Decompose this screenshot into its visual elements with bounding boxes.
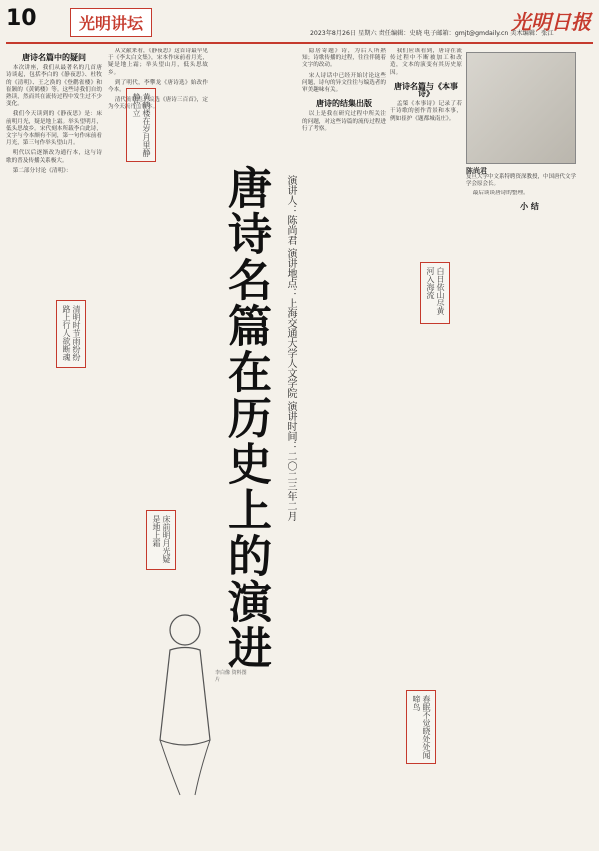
col4-heading: 唐诗名篇与《本事诗》 — [394, 80, 458, 99]
portrait-desc: 复旦大学中文系特聘资深教授，中国唐代文学学会原会长。 — [466, 174, 577, 187]
col3-para: 宋人诗话中已经开始讨论这些问题，诗句的异文往往与编选者的审美趣味有关。 — [302, 72, 386, 94]
editor-meta-line: 2023年8月26日 星期六 责任编辑：史晓 电子邮箱：gmjt@gmdaily.cn 美术编辑：张江 — [310, 30, 554, 37]
col4-para: 我们应该看到，唐诗在流传过程中不断被加工和改造，文本的演变有其历史原因。 — [390, 48, 462, 76]
col2-para: 清代蘅塘退士编选《唐诗三百首》，定为今天流行的版本。 — [108, 97, 208, 111]
portrait-name: 陈尚君 — [466, 166, 487, 175]
illustration-caption: 李白像 资料图片 — [215, 670, 247, 683]
col1-para: 本次讲座，我们从最著名的几首唐诗谈起，包括李白的《静夜思》、杜牧的《清明》、王之涣的《登鹳雀楼》和崔颢的《黄鹤楼》等。这些诗我们自幼熟读，然而其在流传过程中发生过不少变化。 — [6, 65, 102, 108]
col4-para: 孟棨《本事诗》记录了若干诗歌的创作背景和本事，例如崔护《题都城南庄》。 — [390, 101, 462, 122]
col1-heading: 唐诗名篇中的疑问 — [22, 52, 86, 62]
col3-para: 隐居寄题》诗，为后人所熟知；诗歌传播的过程，往往伴随着文字的改动。 — [302, 48, 386, 69]
col1-para: 明代以后逐渐改为通行本，这与诗歌的普及传播关系极大。 — [6, 150, 102, 164]
header-rule — [6, 42, 593, 44]
poem-quote-box: 春眠不觉晓处处闻啼鸟 — [406, 690, 436, 764]
col3-para: 以上是我在研究过程中所关注的问题，对这些诗篇的流传过程进行了考察。 — [302, 111, 386, 132]
col2-para: 到了明代，李攀龙《唐诗选》始改作今本。 — [108, 79, 208, 94]
article-title: 唐诗名篇在历史上的演进 — [220, 165, 271, 671]
col1-para: 我们今天读到的《静夜思》是：床前明月光，疑是地上霜。举头望明月，低头思故乡。宋代刻本所载李白此诗，文字与今本颇有不同，第一句作床前看月光，第三句作举头望山月。 — [6, 111, 102, 147]
li-bai-illustration — [140, 600, 230, 800]
column-1 — [6, 48, 102, 843]
col5-heading: 小 结 — [520, 201, 539, 212]
col1-para: 第二部分讨论《清明》： — [12, 167, 72, 174]
poem-quote-box: 黄鹤楼在岁月里静静伫立 — [126, 88, 156, 162]
poem-quote-box: 清明时节雨纷纷路上行人欲断魂 — [56, 300, 86, 368]
page-header — [0, 0, 599, 44]
column-3 — [302, 48, 386, 843]
section-title: 光明讲坛 — [70, 8, 152, 37]
newspaper-masthead: 光明日报 — [511, 10, 591, 34]
poem-quote-box: 床前明月光疑是地上霜 — [146, 510, 176, 570]
poem-quote-box: 白日依山尽黄河入海流 — [420, 262, 450, 324]
speaker-portrait — [466, 52, 576, 164]
col3-heading: 唐诗的结集出版 — [316, 98, 372, 109]
portrait-caption — [466, 167, 580, 188]
col2-para: 从文献来看，《静夜思》这首诗最早见于《李太白文集》，宋本作床前看月光，疑是地上霜；举头望山月，低头思故乡。 — [108, 48, 208, 76]
column-5 — [466, 190, 593, 843]
speaker-info: 演讲人：陈尚君 演讲地点：上海交通大学人文学院 演讲时间：二〇二三年二月 — [285, 175, 296, 522]
col5-para: 最后谈谈唐诗的整理。 — [472, 190, 529, 196]
page-number: 10 — [6, 6, 37, 31]
